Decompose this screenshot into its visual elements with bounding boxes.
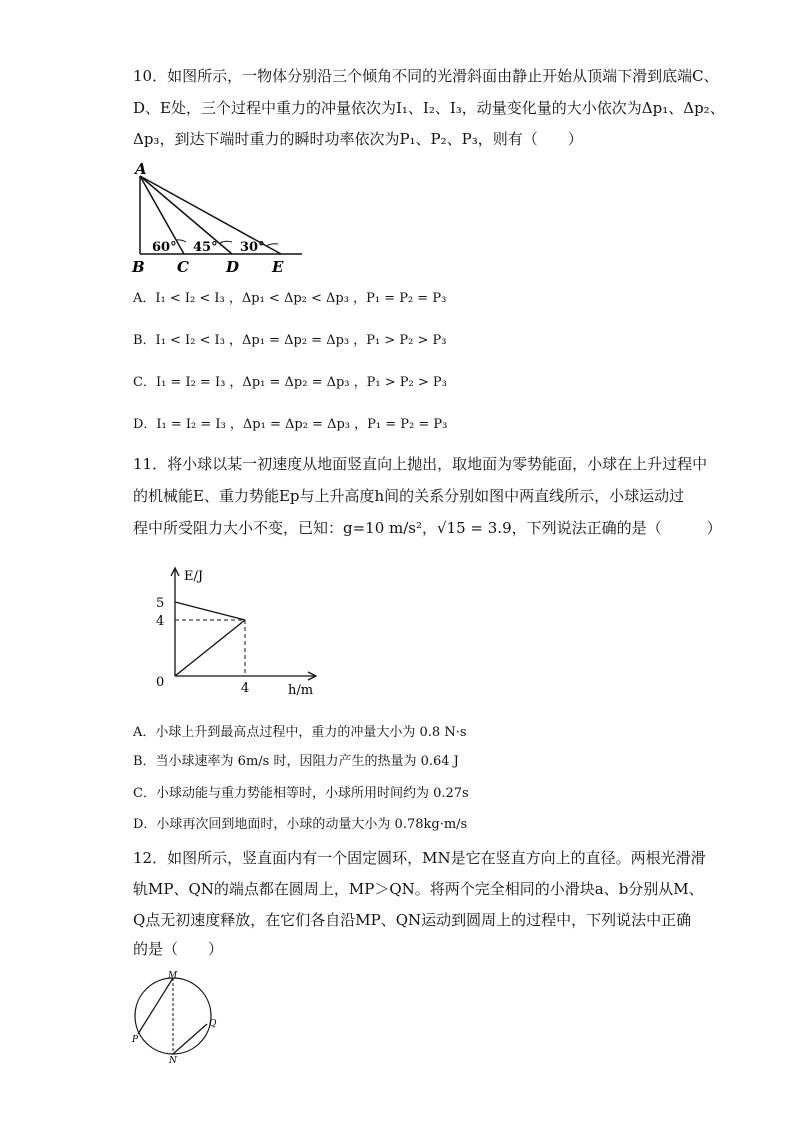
q11-tick-5: 5 <box>156 596 165 611</box>
q12-line-4: 的是（ ） <box>133 940 224 958</box>
q11-origin: 0 <box>156 675 165 690</box>
q12-circle-figure <box>128 966 228 1066</box>
q10-line-1: 10．如图所示，一物体分别沿三个倾角不同的光滑斜面由静止开始从顶端下滑到底端C、 <box>133 67 719 85</box>
q11-line-1: 11．将小球以某一初速度从地面竖直向上抛出，取地面为零势能面，小球在上升过程中 <box>133 455 708 473</box>
q12-label-m: M <box>168 971 178 981</box>
q10-label-a: A <box>135 160 147 178</box>
q10-option-c: C．I₁ = I₂ = I₃ ，Δp₁ = Δp₂ = Δp₃ ，P₁ > P₂ > P₃ <box>133 375 447 390</box>
q11-y-label: E/J <box>184 569 204 584</box>
q10-label-e: E <box>272 258 284 276</box>
q11-line-3: 程中所受阻力大小不变，已知：g=10 m/s²，√15 = 3.9，下列说法正确的是（ ） <box>133 519 722 537</box>
q11-option-d: D．小球再次回到地面时，小球的动量大小为 0.78kg·m/s <box>133 817 468 832</box>
q10-label-d: D <box>226 258 240 276</box>
q10-angle-30: 30° <box>240 240 265 255</box>
q12-line-2: 轨MP、QN的端点都在圆周上，MP＞QN。将两个完全相同的小滑块a、b分别从M、 <box>133 880 704 898</box>
q10-angle-arc-30 <box>266 244 278 246</box>
q10-label-b: B <box>132 258 145 276</box>
q12-label-n: N <box>169 1056 177 1066</box>
q11-energy-graph <box>150 562 330 702</box>
q12-line-3: Q点无初速度释放，在它们各自沿MP、QN运动到圆周上的过程中，下列说法中正确 <box>133 911 692 929</box>
q11-line-2: 的机械能E、重力势能Ep与上升高度h间的关系分别如图中两直线所示，小球运动过 <box>133 487 685 505</box>
q10-option-b: B．I₁ < I₂ < I₃ ，Δp₁ = Δp₂ = Δp₃ ，P₁ > P₂ > P₃ <box>133 333 447 348</box>
q10-line-3: Δp₃，到达下端时重力的瞬时功率依次为P₁、P₂、P₃，则有（ ） <box>133 130 583 148</box>
q10-angle-45: 45° <box>193 240 218 255</box>
q11-x-label: h/m <box>288 683 314 698</box>
q10-option-a: A．I₁ < I₂ < I₃ ，Δp₁ < Δp₂ < Δp₃ ，P₁ = P₂ = P₃ <box>133 291 447 306</box>
q11-option-a: A．小球上升到最高点过程中，重力的冲量大小为 0.8 N·s <box>133 725 467 740</box>
q10-line-2: D、E处，三个过程中重力的冲量依次为I₁、I₂、I₃，动量变化量的大小依次为Δp₁、Δp₂、 <box>133 99 725 117</box>
q10-option-d: D．I₁ = I₂ = I₃ ，Δp₁ = Δp₂ = Δp₃ ，P₁ = P₂ = P₃ <box>133 417 448 432</box>
q12-line-1: 12．如图所示，竖直面内有一个固定圆环，MN是它在竖直方向上的直径。两根光滑滑 <box>133 849 706 867</box>
q11-tick-4: 4 <box>156 614 165 629</box>
q11-tick-x-4: 4 <box>241 681 250 696</box>
q12-label-p: P <box>132 1035 139 1045</box>
q10-label-c: C <box>177 258 189 276</box>
q10-angle-60: 60° <box>152 240 177 255</box>
q12-rail-mp <box>138 978 173 1034</box>
q11-option-b: B．当小球速率为 6m/s 时，因阻力产生的热量为 0.64 J <box>133 754 459 769</box>
q11-option-c: C．小球动能与重力势能相等时，小球所用时间约为 0.27s <box>133 786 469 801</box>
q12-label-q: Q <box>209 1019 217 1029</box>
q10-incline-figure <box>126 160 306 278</box>
q11-mechanical-energy-line <box>175 602 245 620</box>
q10-angle-arc-45 <box>220 241 232 243</box>
q11-potential-energy-line <box>175 620 245 676</box>
